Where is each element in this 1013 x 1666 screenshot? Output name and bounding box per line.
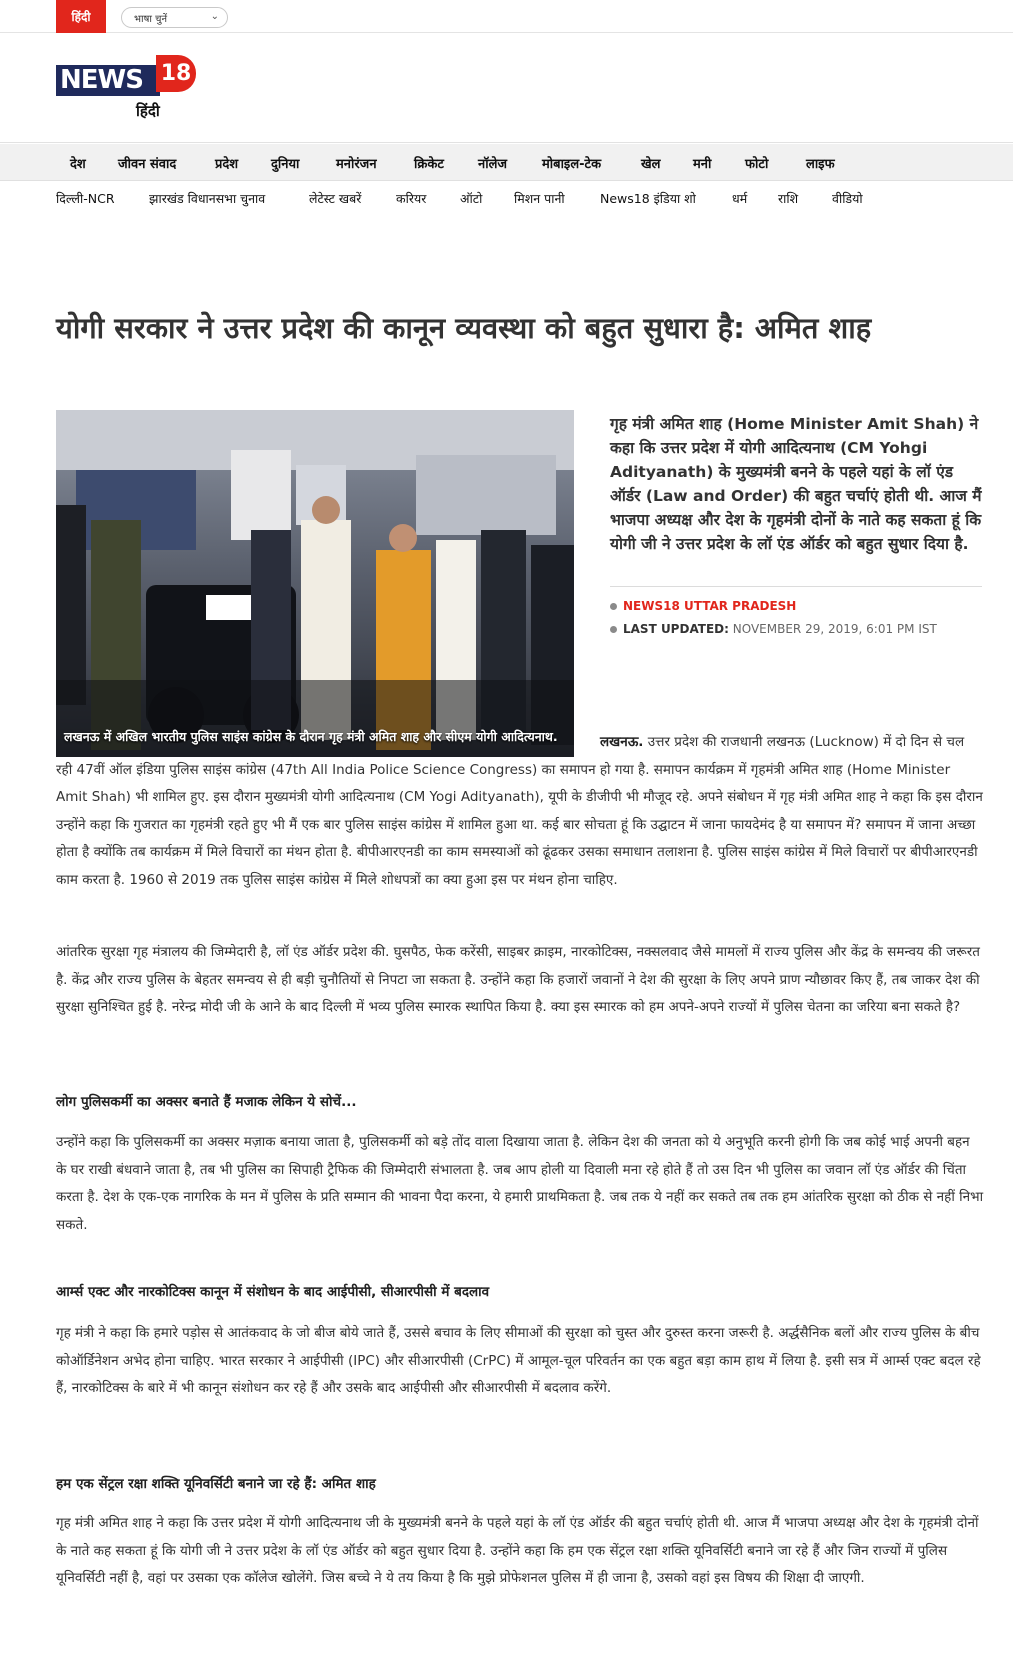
dateline: लखनऊ. — [600, 734, 644, 750]
last-updated — [610, 622, 937, 636]
main-nav-item[interactable]: फोटो — [745, 157, 769, 172]
last-updated-value: NOVEMBER 29, 2019, 6:01 PM IST — [732, 622, 937, 636]
main-nav-item[interactable]: मोबाइल-टेक — [542, 157, 602, 172]
bullet-icon — [610, 626, 617, 633]
sub-nav-item[interactable]: लेटेस्ट खबरें — [309, 191, 362, 206]
main-nav-item[interactable]: देश — [70, 157, 86, 172]
sub-nav-item[interactable]: वीडियो — [832, 191, 863, 206]
sub-nav-item[interactable]: मिशन पानी — [514, 191, 565, 206]
sub-nav-item[interactable]: दिल्ली-NCR — [56, 191, 115, 206]
last-updated-label: LAST UPDATED: — [623, 622, 729, 636]
main-nav-item[interactable]: खेल — [641, 157, 661, 172]
logo-sub: हिंदी — [136, 102, 160, 120]
article-subheading: लोग पुलिसकर्मी का अक्सर बनाते हैं मजाक लेकिन ये सोचें... — [56, 1094, 357, 1110]
article-headline: योगी सरकार ने उत्तर प्रदेश की कानून व्यवस्था को बहुत सुधारा है: अमित शाह — [56, 311, 872, 345]
news18-logo[interactable] — [56, 55, 196, 125]
logo-number: 18 — [156, 55, 196, 92]
article-paragraph: आंतरिक सुरक्षा गृह मंत्रालय की जिम्मेदारी है, लॉ एंड ऑर्डर प्रदेश की. घुसपैठ, फेक करेंसी, साइबर क्राइम, नारकोटिक्स, नक्सलवाद जैसे मामलों में राज्य पुलिस और केंद्र के समन्वय की जरूरत है. केंद्र और राज्य पुलिस के बेहतर समन्वय से ही बड़ी चुनौतियों से निपटा जा सकता है. उन्होंने कहा कि हजारों जवानों ने देश की सुरक्षा के लिए अपने प्राण न्यौछावर किए हैं, तब जाकर देश की सुरक्षा सुनिश्चित हुई है. नरेन्द्र मोदी जी के आने के बाद दिल्ली में भव्य पुलिस स्मारक स्थापित किया है. क्या इस स्मारक को हम अपने-अपने राज्यों में पुलिस चेतना का जरिया बना सकते है? — [56, 944, 980, 1015]
main-nav-item[interactable]: मनी — [693, 157, 712, 172]
main-nav-item[interactable]: मनोरंजन — [336, 157, 377, 172]
paragraph-text: उत्तर प्रदेश की राजधानी लखनऊ (Lucknow) में दो दिन से चल रही 47वीं ऑल इंडिया पुलिस साइंस कांग्रेस (47th All India Police Science Congress) का समापन हो गया है. समापन कार्यक्रम में गृहमंत्री अमित शाह (Home Minister Amit Shah) भी शामिल हुए. इस दौरान मुख्यमंत्री योगी आदित्यनाथ (CM Yogi Adityanath), यूपी के डीजीपी भी मौजूद रहे. अपने संबोधन में गृह मंत्री अमित शाह ने कहा कि इस दौरान उन्होंने कहा कि गुजरात का गृहमंत्री रहते हुए भी मैं एक बार पुलिस साइंस कांग्रेस में शामिल हुआ था. कई बार सोचता हूं कि उद्घाटन में जाना फायदेमंद है या समापन में? समापन में जाना अच्छा होता है क्योंकि तब कार्यक्रम में मिले विचारों का मंथन होता है. बीपीआरएनडी का काम समस्याओं को ढूंढकर उसका समाधान तलाशना है. पुलिस साइंस कांग्रेस में मिले विचारों पर बीपीआरएनडी काम करता है. 1960 से 2019 तक पुलिस साइंस कांग्रेस में मिले शोधपत्रों का क्या हुआ इस पर मंथन होना चाहिए. — [56, 734, 983, 888]
article-paragraph — [56, 729, 984, 894]
hero-photo-illustration — [56, 410, 574, 757]
summary-divider — [610, 586, 982, 587]
article-summary: गृह मंत्री अमित शाह (Home Minister Amit Shah) ने कहा कि उत्तर प्रदेश में योगी आदित्यनाथ (CM Yohgi Adityanath) के मुख्यमंत्री बनने के पहले यहां के लॉ एंड ऑर्डर (Law and Order) की बहुत चर्चाएं होती थी. आज मैं भाजपा अध्यक्ष और देश के गृहमंत्री दोनों के नाते कह सकता हूं कि योगी जी ने उत्तर प्रदेश के लॉ एंड ऑर्डर को बहुत सुधार दिया है. — [610, 415, 982, 553]
sub-nav-item[interactable]: ऑटो — [460, 191, 483, 206]
main-nav-item[interactable]: प्रदेश — [215, 157, 239, 172]
article-subheading: आर्म्स एक्ट और नारकोटिक्स कानून में संशोधन के बाद आईपीसी, सीआरपीसी में बदलाव — [56, 1284, 490, 1300]
language-select[interactable] — [121, 7, 228, 28]
sub-nav-item[interactable]: News18 इंडिया शो — [600, 191, 696, 206]
main-nav-item[interactable]: लाइफ — [806, 157, 835, 172]
logo-brand: NEWS — [56, 65, 160, 96]
hindi-edition-tab[interactable]: हिंदी — [56, 0, 106, 33]
sub-nav-item[interactable]: धर्म — [732, 191, 748, 206]
sub-nav-item[interactable]: झारखंड विधानसभा चुनाव — [149, 191, 266, 206]
main-nav — [0, 144, 1013, 181]
language-select-label: भाषा चुनें — [134, 13, 168, 25]
main-nav-item[interactable]: दुनिया — [271, 157, 300, 172]
chevron-down-icon: ⌄ — [210, 11, 219, 22]
main-nav-item[interactable]: नॉलेज — [478, 157, 508, 172]
article-paragraph: गृह मंत्री अमित शाह ने कहा कि उत्तर प्रदेश में योगी आदित्यनाथ जी के मुख्यमंत्री बनने के पहले यहां के लॉ एंड ऑर्डर की बहुत चर्चाएं होती थी. आज मैं भाजपा अध्यक्ष और देश के गृहमंत्री दोनों के नाते कह सकता हूं कि योगी जी ने उत्तर प्रदेश के लॉ एंड ऑर्डर को बहुत सुधार दिया है. उन्होंने कहा कि हम एक सेंट्रल रक्षा शक्ति यूनिवर्सिटी बनाने जा रहे हैं और जिन राज्यों में पुलिस यूनिवर्सिटी नहीं है, वहां पर उसका एक कॉलेज खोलेंगे. जिस बच्चे ने ये तय किया है कि मुझे प्रोफेशनल पुलिस में ही जाना है, उसको वहां इस विषय की शिक्षा दी जाएगी. — [56, 1515, 979, 1586]
article-paragraph: उन्होंने कहा कि पुलिसकर्मी का अक्सर मज़ाक बनाया जाता है, पुलिसकर्मी को बड़े तोंद वाला दिखाया जाता है. लेकिन देश की जनता को ये अनुभूति करनी होगी कि जब कोई भाई अपनी बहन के घर राखी बंधवाने जाता है, तब भी पुलिस का सिपाही ट्रैफिक की जिम्मेदारी संभालता है. जब आप होली या दिवाली मना रहे होते हैं तो उस दिन भी पुलिस का जवान लॉ एंड ऑर्डर की चिंता करता है. देश के एक-एक नागरिक के मन में पुलिस के प्रति सम्मान की भावना पैदा करना, ये हमारी प्राथमिकता है. जब तक ये नहीं कर सकते तब तक हम आंतरिक सुरक्षा को ठीक से नहीं निभा सकते. — [56, 1134, 984, 1233]
source-link[interactable] — [610, 599, 796, 613]
sub-nav-item[interactable]: राशि — [778, 191, 799, 206]
main-nav-item[interactable]: क्रिकेट — [414, 157, 444, 172]
hero-caption: लखनऊ में अखिल भारतीय पुलिस साइंस कांग्रेस के दौरान गृह मंत्री अमित शाह और सीएम योगी आदित्यनाथ. — [64, 729, 558, 744]
top-bar — [0, 0, 1013, 33]
article-paragraph: गृह मंत्री ने कहा कि हमारे पड़ोस से आतंकवाद के जो बीज बोये जाते हैं, उससे बचाव के लिए सीमाओं की सुरक्षा को चुस्त और दुरुस्त करना जरूरी है. अर्द्धसैनिक बलों और राज्य पुलिस के बीच कोऑर्डिनेशन अभेद होना चाहिए. भारत सरकार ने आईपीसी (IPC) और सीआरपीसी (CrPC) में आमूल-चूल परिवर्तन का एक बहुत बड़ा काम हाथ में लिया है. इसी सत्र में आर्म्स एक्ट बदल रहे हैं, नारकोटिक्स के बारे में भी कानून संशोधन कर रहे हैं और उसके बाद आईपीसी और सीआरपीसी में बदलाव करेंगे. — [56, 1325, 981, 1396]
sub-nav-item[interactable]: करियर — [396, 191, 427, 206]
main-nav-item[interactable]: जीवन संवाद — [118, 157, 177, 172]
article-subheading: हम एक सेंट्रल रक्षा शक्ति यूनिवर्सिटी बनाने जा रहे हैं: अमित शाह — [56, 1476, 376, 1492]
bullet-icon — [610, 603, 617, 610]
source-label: NEWS18 UTTAR PRADESH — [623, 599, 797, 613]
header-divider — [0, 142, 1013, 143]
hero-photo[interactable] — [56, 410, 574, 757]
